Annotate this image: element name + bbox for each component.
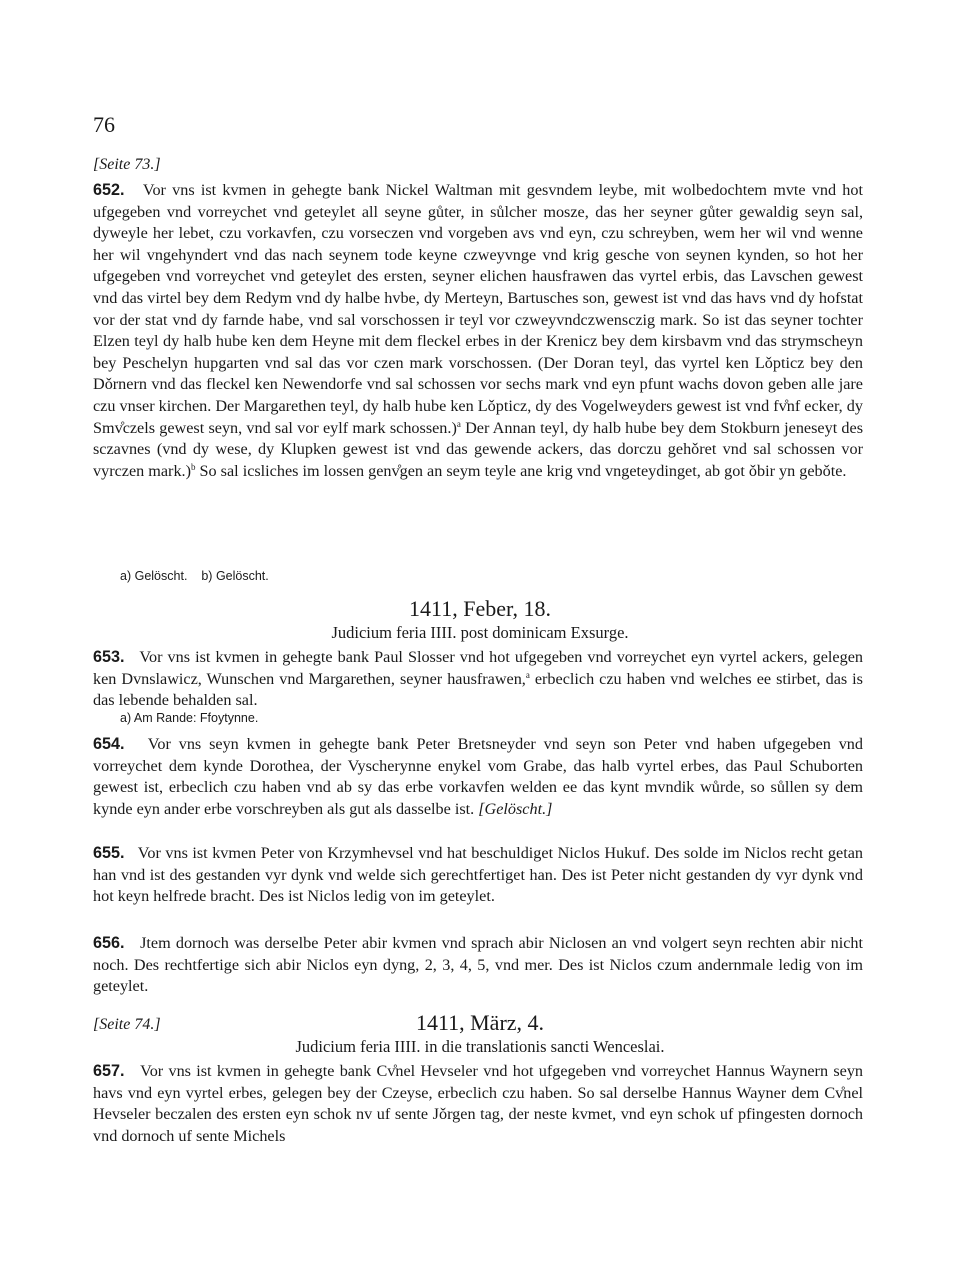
entry-number: 657. [93,1062,125,1080]
entry-text: Vor vns ist kvmen in gehegte bank Paul Slosser vnd hot ufgegeben vnd vorreychet eyn vyrtel ackers, gelegen ken Dvnslawicz, Wunschen vnd Margarethen, seyner hausfrawen, [93,648,863,688]
entry-654 [93,734,863,820]
entry-653 [93,647,863,712]
footnote-marker: a) [120,711,132,725]
page-reference-73: [Seite 73.] [93,156,161,173]
entry-657 [93,1061,863,1147]
footnote-marker: a) [120,569,132,583]
entry-number: 654. [93,735,125,753]
entry-655 [93,843,863,908]
footnote-marker: a [525,669,530,680]
entry-656 [93,933,863,998]
footnote-text: Am Rande: Ffoytynne. [133,711,259,725]
footnotes-653 [120,711,258,725]
entry-number: 653. [93,648,125,666]
court-session-heading: Judicium feria IIII. post dominicam Exsurge. [331,623,629,642]
entry-text: Vor vns ist kvmen in gehegte bank Nickel Waltman mit gesvndem leybe, mit wolbedochtem mvte vnd hot ufgegeben vnd vorreychet vnd geteylet all seyne gůter, in sůlcher mosze, das her seyner gůter gewaldig seyn sal, dyweyle her lebet, czu vorkavfen, czu vorseczen vnd vorgeben avs vnd eyn, czu schreyben, wem her wil vnd wenne her wil vngehyndert vnd das nach seynem tode keyne czweyvnge vnd krig gesche von seynen kynden, so hot her ufgegeben vnd vorreychet vnd geteylet des ersten, seyner elichen hausfrawen das vyrtel erbis, das Lavschen gewest vnd das virtel bey dem Redym vnd dy halbe hvbe, dy Merteyn, Bartusches son, gewest ist vnd das havs vnd dy hofstat vor der stat vnd dy farnde habe, vnd sal vorschossen ir teyl vor czweyvndczwensczig mark. So ist das seyner tochter Elzen teyl dy halb hube ken dem Heyne mit dem fleckel erbes in der Krenicz bey dem kirsbavm vnd das strymscheyn bey Peschelyn hupgarten vnd sal das vor czen mark vorschossen. (Der Doran teyl, das vyrtel ken Lǒpticz bey den Dǒrnern vnd das fleckel ken Newendorfe vnd sal schossen vor sechs mark vnd eyn pfunt wachs dovon geben alle jare czu vnser kirchen. Der Margarethen teyl, dy halb hube ken Lǒpticz, dy des Vogelweyders gewest ist vnd fv̊nf ecker, dy Smv̊czels gewest seyn, vnd sal vor eylf mark schossen.) [93,181,863,437]
footnote-marker: a [456,418,461,429]
entry-number: 652. [93,181,125,199]
page-number: 76 [93,112,115,137]
footnotes-652 [120,569,269,583]
entry-text: So sal icsliches im lossen genv̊gen an seym teyle ane krig vnd vngeteydinget, ab got ǒbir yn gebǒte. [195,461,847,480]
entry-text: Vor vns ist kvmen Peter von Krzymhevsel vnd hat beschuldiget Niclos Hukuf. Des solde im Niclos recht getan han vnd ist des gestanden vyr dynk vnd welde sich gerechtfertiget han. Des ist Peter nicht gestanden dy vyr dynk vnd hot keyn helfrede bracht. Des ist Niclos ledig von im geteylet. [93,844,863,906]
date-heading: 1411, Feber, 18. [409,596,551,621]
court-session-heading: Judicium feria IIII. in die translationis sancti Wenceslai. [295,1037,665,1056]
entry-text: erbeclich czu haben vnd welches ee stirbet, das is das lebende behalden sal. [93,669,863,710]
entry-text: Der Annan teyl, dy halb hube bey dem Stokburn jeneseyt des sczavnes (vnd dy wese, dy Klupken gewest ist vnd das gewende ackers, das dorczu gehǒret vnd sal schossen vor vyrczen mark.) [93,418,863,480]
editorial-note: [Gelöscht.] [478,799,553,818]
entry-number: 655. [93,844,125,862]
footnote-marker: b [190,461,196,472]
entry-text: Jtem dornoch was derselbe Peter abir kvmen vnd sprach abir Niclosen an vnd volgert seyn rechten abir nicht noch. Des rechtfertige sich abir Niclos eyn dyng, 2, 3, 4, 5, vnd mer. Des ist Niclos czum andernmale ledig von im geteylet. [93,934,864,996]
date-heading: 1411, März, 4. [415,1010,545,1035]
page-reference-74: [Seite 74.] [93,1016,161,1033]
entry-text: Vor vns seyn kvmen in gehegte bank Peter Bretsneyder vnd seyn son Peter vnd haben ufgegeben vnd vorreychet dem kynde Dorothea, der Vyscherynne enykel vom Grabe, das halb vyrtel erbes, das Paul Schuborten gewest ist, erbeclich czu haben vnd ab sy das erbe vorkavfen welden ee das kynt mvndik wůrde, so sůllen sy dem kynde eyn ander erbe vorschreyben als gut als dasselbe ist. [93,735,863,818]
footnote-text: Gelöscht. [215,569,269,583]
footnote-text: Gelöscht. [134,569,188,583]
footnote-marker: b) [201,569,213,583]
entry-text: Vor vns ist kvmen in gehegte bank Cv̊nel Hevseler vnd hot ufgegeben vnd vorreychet Hannus Waynern seyn havs vnd eyn vyrtel erbes, gelegen bey der Czeyse, erbeclich czu haben. So sal derselbe Hannus Wayner dem Cv̊nel Hevseler beczalen des ersten eyn schok nv uf sente Jǒrgen tag, der neste kvmet, vnd eyn schok uf pfingesten dornoch vnd dornoch uf sente Michels [93,1062,864,1145]
entry-652 [93,180,863,482]
entry-number: 656. [93,934,125,952]
